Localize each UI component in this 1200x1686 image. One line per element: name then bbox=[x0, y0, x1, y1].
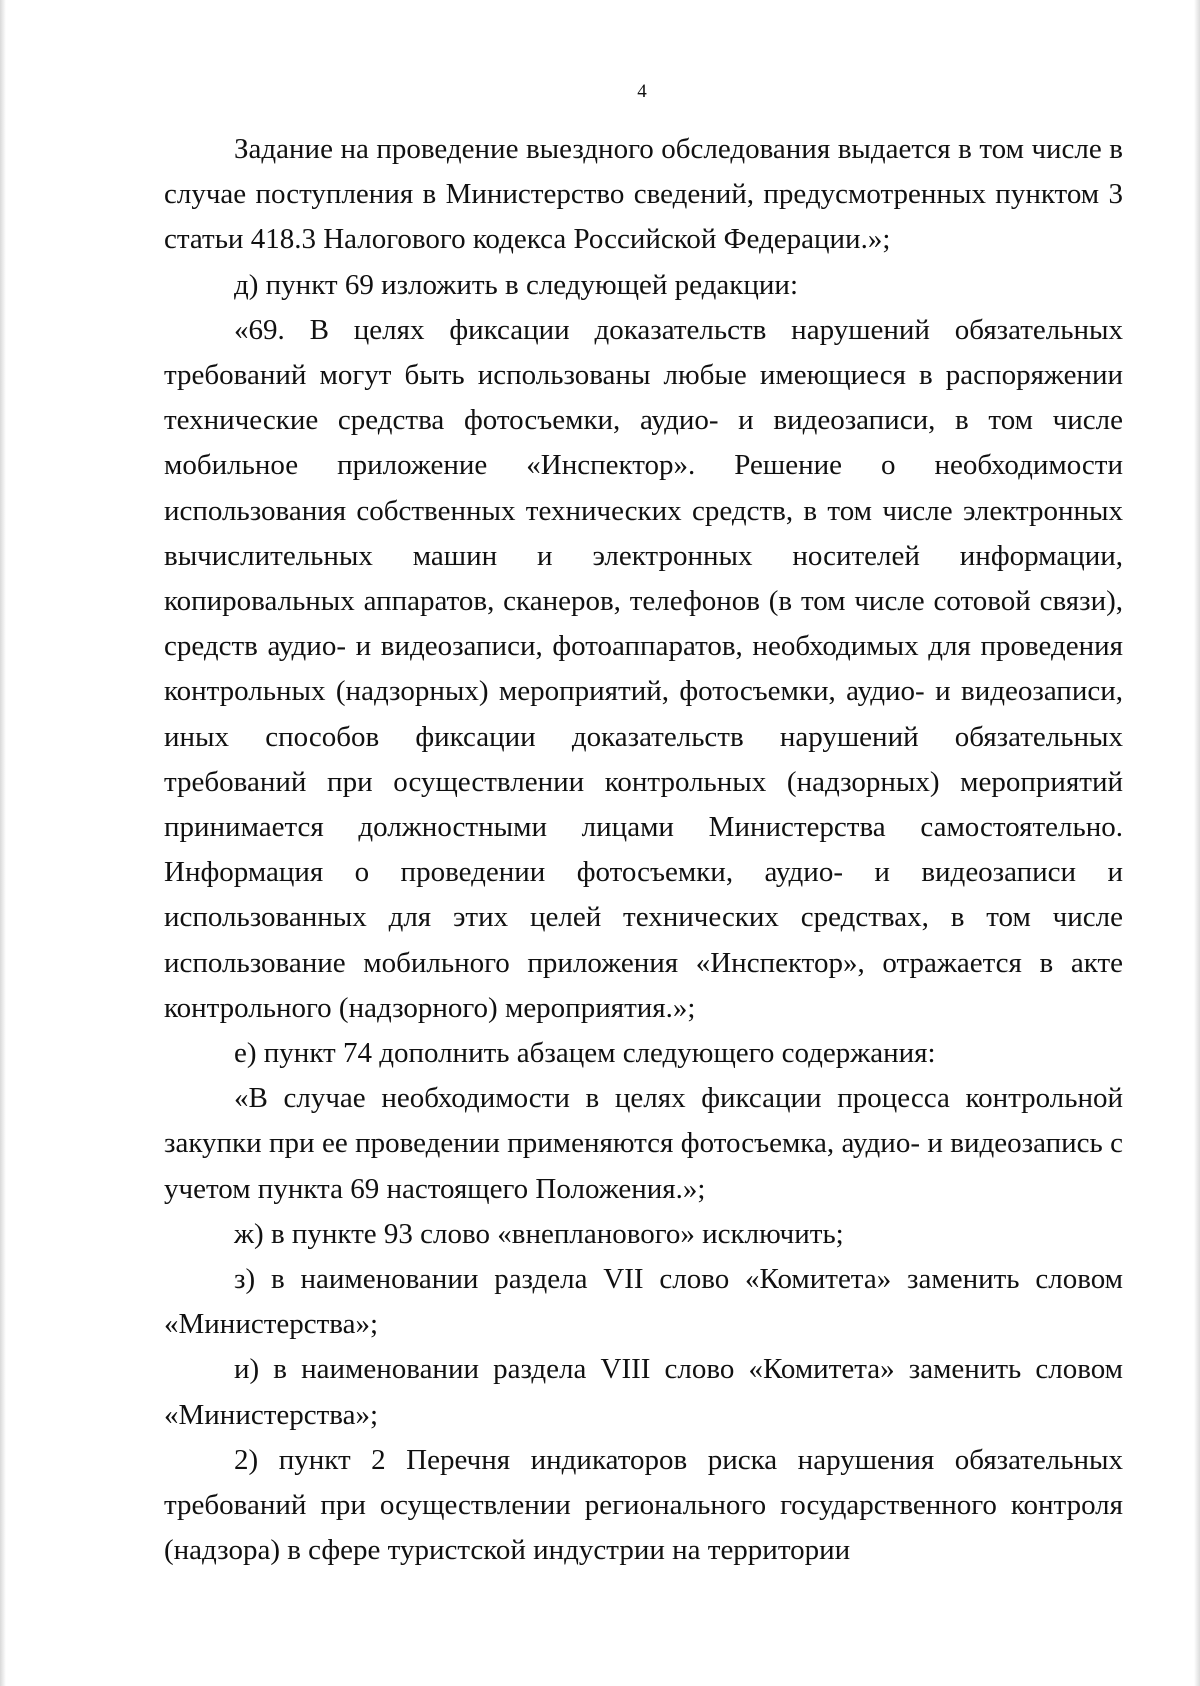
paragraph-item-z: з) в наименовании раздела VII слово «Комитета» заменить словом «Министерства»; bbox=[164, 1263, 1123, 1341]
paragraph-item-e: е) пункт 74 дополнить абзацем следующего содержания: bbox=[234, 1037, 936, 1070]
paragraph-control-purchase: «В случае необходимости в целях фиксации процесса контрольной закупки при ее проведении применяются фотосъемка, аудио- и видеозапись с учетом пункта 69 настоящего Положения.»; bbox=[164, 1082, 1123, 1205]
paragraph-clause-69: «69. В целях фиксации доказательств нарушений обязательных требований могут быть использованы любые имеющиеся в распоряжении технические средства фотосъемки, аудио- и видеозаписи, в том числе мобильное приложение «Инспектор». Решение о необходимости использования собственных технических средств, в том числе электронных вычислительных машин и электронных носителей информации, копировальных аппаратов, сканеров, телефонов (в том числе сотовой связи), средств аудио- и видеозаписи, фотоаппаратов, необходимых для проведения контрольных (надзорных) мероприятий, фотосъемки, аудио- и видеозаписи, иных способов фиксации доказательств нарушений обязательных требований при осуществлении контрольных (надзорных) мероприятий принимается должностными лицами Министерства самостоятельно. Информация о проведении фотосъемки, аудио- и видеозаписи и использованных для этих целей технических средствах, в том числе использование мобильного приложения «Инспектор», отражается в акте контрольного (надзорного) мероприятия.»; bbox=[164, 313, 1123, 1024]
page-number: 4 bbox=[637, 81, 647, 102]
paragraph-survey-task: Задание на проведение выездного обследования выдается в том числе в случае поступления в Министерство сведений, предусмотренных пунктом 3 статьи 418.3 Налогового кодекса Российской Федерации.»; bbox=[164, 133, 1123, 256]
document-body bbox=[164, 127, 1123, 1574]
paragraph-item-2: 2) пункт 2 Перечня индикаторов риска нарушения обязательных требований при осуществлении регионального государственного контроля (надзора) в сфере туристской индустрии на территории bbox=[164, 1443, 1123, 1567]
scan-edge-right bbox=[1194, 0, 1200, 1686]
paragraph-item-d: д) пункт 69 изложить в следующей редакции: bbox=[234, 268, 798, 301]
scan-edge-left bbox=[0, 0, 6, 1686]
paragraph-item-zh: ж) в пункте 93 слово «внепланового» исключить; bbox=[234, 1217, 844, 1250]
paragraph-item-i: и) в наименовании раздела VIII слово «Комитета» заменить словом «Министерства»; bbox=[164, 1353, 1123, 1431]
